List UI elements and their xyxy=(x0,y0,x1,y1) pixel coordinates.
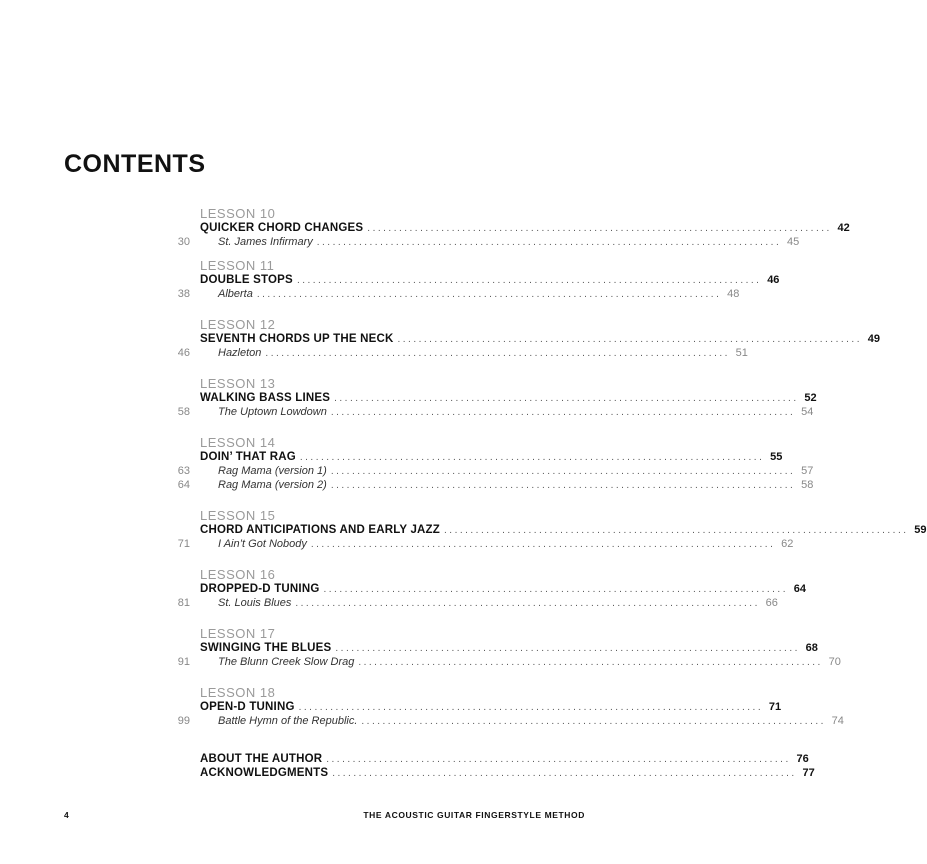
dot-leader: ........................................................................................ xyxy=(332,768,797,779)
toc-song-entry[interactable] xyxy=(0,235,800,249)
toc-entry[interactable] xyxy=(0,700,782,714)
left-page-number: 38 xyxy=(177,288,190,300)
lesson-17 xyxy=(0,626,841,669)
lesson-title: WALKING BASS LINES xyxy=(200,392,331,404)
lesson-title: DROPPED-D TUNING xyxy=(200,583,320,595)
page-number: 48 xyxy=(727,288,740,300)
toc-entry[interactable] xyxy=(0,221,850,235)
page-number: 58 xyxy=(801,479,814,491)
lesson-16 xyxy=(0,567,806,610)
song-title: Rag Mama (version 2) xyxy=(218,479,327,491)
song-title: St. James Infirmary xyxy=(218,236,313,248)
page-number: 54 xyxy=(801,406,814,418)
footer-page-number: 4 xyxy=(64,810,70,820)
dot-leader: ........................................................................................ xyxy=(444,525,909,536)
lesson-label: LESSON 17 xyxy=(200,626,276,641)
dot-leader: ........................................................................................ xyxy=(296,275,762,286)
lesson-label: LESSON 16 xyxy=(200,567,276,582)
lesson-title: DOUBLE STOPS xyxy=(200,274,293,286)
lesson-title: SWINGING THE BLUES xyxy=(200,642,332,654)
toc-entry[interactable] xyxy=(0,582,806,596)
toc-song-entry[interactable] xyxy=(0,596,778,610)
left-page-number: 58 xyxy=(177,406,190,418)
dot-leader: ........................................................................................ xyxy=(310,539,776,550)
back-matter xyxy=(0,752,815,780)
lesson-label: LESSON 18 xyxy=(200,685,276,700)
dot-leader: ........................................................................................ xyxy=(256,289,722,300)
lesson-18 xyxy=(0,685,844,728)
dot-leader: ........................................................................................ xyxy=(330,407,796,418)
song-title: Battle Hymn of the Republic. xyxy=(218,715,358,727)
page-number: 74 xyxy=(831,715,844,727)
page-number: 51 xyxy=(735,347,748,359)
song-title: The Uptown Lowdown xyxy=(218,406,327,418)
dot-leader: ........................................................................................ xyxy=(326,754,791,765)
dot-leader: ........................................................................................ xyxy=(299,452,765,463)
lesson-title: QUICKER CHORD CHANGES xyxy=(200,222,364,234)
dot-leader: ........................................................................................ xyxy=(295,598,760,609)
back-matter-title: ACKNOWLEDGMENTS xyxy=(200,767,329,779)
page-title: CONTENTS xyxy=(64,150,206,178)
left-page-number: 46 xyxy=(177,347,190,359)
left-page-number: 91 xyxy=(177,656,190,668)
toc-entry[interactable] xyxy=(0,523,927,537)
dot-leader: ........................................................................................ xyxy=(335,643,800,654)
toc-entry-acknowledgments[interactable] xyxy=(0,766,815,780)
dot-leader: ........................................................................................ xyxy=(330,480,796,491)
page-number: 59 xyxy=(914,524,927,536)
lesson-15 xyxy=(0,508,927,551)
lesson-10 xyxy=(0,206,850,249)
dot-leader: ........................................................................................ xyxy=(361,716,826,727)
footer-book-title: THE ACOUSTIC GUITAR FINGERSTYLE METHOD xyxy=(363,810,585,820)
toc-entry-about-author[interactable] xyxy=(0,752,809,766)
toc-song-entry[interactable] xyxy=(0,287,740,301)
dot-leader: ........................................................................................ xyxy=(316,237,782,248)
page-number: 57 xyxy=(801,465,814,477)
left-page-number: 63 xyxy=(177,465,190,477)
toc-song-entry[interactable] xyxy=(0,714,844,728)
page-number: 52 xyxy=(804,392,817,404)
page-number: 49 xyxy=(867,333,880,345)
song-title: The Blunn Creek Slow Drag xyxy=(218,656,355,668)
lesson-14 xyxy=(0,435,814,492)
page-number: 55 xyxy=(770,451,783,463)
lesson-11 xyxy=(0,258,780,301)
toc-entry[interactable] xyxy=(0,332,880,346)
page-number: 45 xyxy=(787,236,800,248)
left-page-number: 64 xyxy=(177,479,190,491)
lesson-12 xyxy=(0,317,880,360)
toc-song-entry[interactable] xyxy=(0,478,814,492)
lesson-title: OPEN-D TUNING xyxy=(200,701,295,713)
toc-entry[interactable] xyxy=(0,641,818,655)
page-number: 76 xyxy=(796,753,809,765)
lesson-label: LESSON 13 xyxy=(200,376,276,391)
dot-leader: ........................................................................................ xyxy=(323,584,788,595)
page-number: 64 xyxy=(793,583,806,595)
dot-leader: ........................................................................................ xyxy=(265,348,730,359)
dot-leader: ........................................................................................ xyxy=(298,702,764,713)
page-number: 46 xyxy=(767,274,780,286)
dot-leader: ........................................................................................ xyxy=(397,334,862,345)
page-number: 42 xyxy=(837,222,850,234)
lesson-label: LESSON 10 xyxy=(200,206,276,221)
song-title: Alberta xyxy=(218,288,253,300)
toc-song-entry[interactable] xyxy=(0,464,814,478)
lesson-title: DOIN’ THAT RAG xyxy=(200,451,296,463)
page-number: 77 xyxy=(802,767,815,779)
left-page-number: 99 xyxy=(177,715,190,727)
toc-entry[interactable] xyxy=(0,391,817,405)
lesson-label: LESSON 11 xyxy=(200,258,275,273)
page-number: 71 xyxy=(768,701,782,713)
lesson-label: LESSON 14 xyxy=(200,435,276,450)
lesson-label: LESSON 15 xyxy=(200,508,276,523)
dot-leader: ........................................................................................ xyxy=(367,223,832,234)
lesson-title: SEVENTH CHORDS UP THE NECK xyxy=(200,333,394,345)
page-footer xyxy=(64,810,585,820)
page-number: 62 xyxy=(781,538,794,550)
song-title: Rag Mama (version 1) xyxy=(218,465,327,477)
toc-song-entry[interactable] xyxy=(0,537,794,551)
left-page-number: 30 xyxy=(177,236,190,248)
page-number: 68 xyxy=(805,642,818,654)
left-page-number: 71 xyxy=(177,538,190,550)
lesson-13 xyxy=(0,376,817,419)
toc-entry[interactable] xyxy=(0,450,783,464)
left-page-number: 81 xyxy=(177,597,190,609)
song-title: St. Louis Blues xyxy=(218,597,292,609)
dot-leader: ........................................................................................ xyxy=(334,393,799,404)
page-number: 70 xyxy=(828,656,841,668)
lesson-label: LESSON 12 xyxy=(200,317,276,332)
toc-song-entry[interactable] xyxy=(0,655,841,669)
dot-leader: ........................................................................................ xyxy=(358,657,823,668)
song-title: Hazleton xyxy=(218,347,262,359)
song-title: I Ain’t Got Nobody xyxy=(218,538,307,550)
lesson-title: CHORD ANTICIPATIONS AND EARLY JAZZ xyxy=(200,524,441,536)
dot-leader: ........................................................................................ xyxy=(330,466,796,477)
back-matter-title: ABOUT THE AUTHOR xyxy=(200,753,323,765)
toc-song-entry[interactable] xyxy=(0,346,748,360)
table-of-contents xyxy=(0,206,927,780)
page-number: 66 xyxy=(765,597,778,609)
toc-entry[interactable] xyxy=(0,273,780,287)
toc-song-entry[interactable] xyxy=(0,405,814,419)
